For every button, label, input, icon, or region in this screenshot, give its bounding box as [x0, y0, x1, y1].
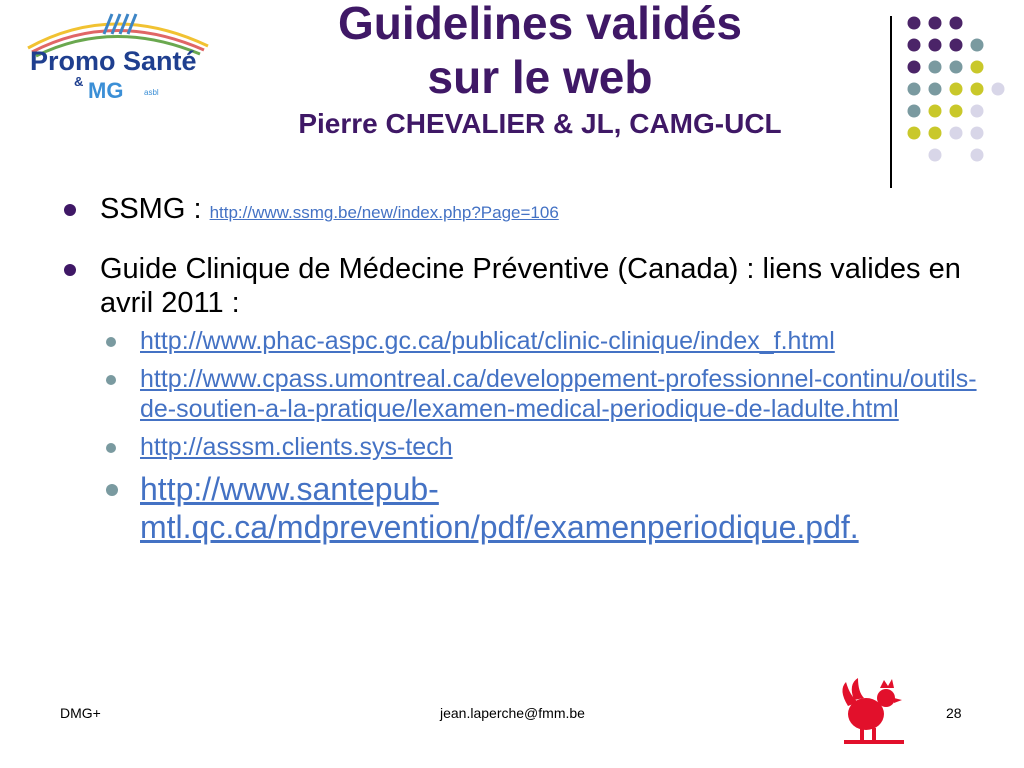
decorative-dot-grid	[0, 0, 1024, 200]
decorative-dot	[971, 39, 984, 52]
bullet-text: Guide Clinique de Médecine Préventive (Canada) : liens valides en avril 2011 :	[100, 253, 961, 319]
rooster-emblem-icon	[836, 676, 914, 748]
logo-line2: MG	[88, 78, 124, 103]
asssm-link[interactable]: http://asssm.clients.sys-tech	[140, 433, 453, 461]
decorative-dot	[908, 127, 921, 140]
decorative-dot	[950, 83, 963, 96]
logo-amp: &	[74, 74, 84, 89]
bullet-dot	[64, 204, 76, 216]
subbullet-dot	[106, 484, 118, 496]
bullet-guide-clinique	[60, 252, 980, 320]
decorative-dot	[950, 61, 963, 74]
decorative-dot	[929, 17, 942, 30]
phac-link[interactable]: http://www.phac-aspc.gc.ca/publicat/clinic-clinique/index_f.html	[140, 327, 835, 355]
decorative-dot	[908, 83, 921, 96]
decorative-dot	[992, 83, 1005, 96]
bullet-dot	[64, 264, 76, 276]
decorative-dot	[929, 39, 942, 52]
cpass-link[interactable]: http://www.cpass.umontreal.ca/developpement-professionnel-continu/outils-de-soutien-a-la-pratique/lexamen-medical-periodique-de-ladulte.html	[140, 365, 977, 423]
slide-content	[60, 192, 980, 554]
decorative-dot	[908, 61, 921, 74]
subbullet-dot	[106, 443, 116, 453]
bullet-label: SSMG :	[100, 193, 210, 225]
subbullet-cpass	[60, 364, 980, 424]
bullet-ssmg	[60, 192, 980, 230]
logo-asbl: asbl	[144, 88, 159, 97]
subbullet-santepub	[60, 470, 980, 546]
decorative-dot	[971, 105, 984, 118]
decorative-dot	[971, 149, 984, 162]
subbullet-dot	[106, 337, 116, 347]
santepub-link[interactable]: http://www.santepub-mtl.qc.ca/mdprevention/pdf/examenperiodique.pdf.	[140, 471, 859, 545]
decorative-dot	[950, 105, 963, 118]
subbullet-asssm	[60, 432, 980, 462]
footer-email: jean.laperche@fmm.be	[440, 705, 585, 721]
title-line2: sur le web	[427, 51, 653, 103]
footer-left: DMG+	[60, 705, 101, 721]
title-subtitle: Pierre CHEVALIER & JL, CAMG-UCL	[298, 108, 782, 139]
decorative-dot	[908, 39, 921, 52]
decorative-dot	[929, 127, 942, 140]
decorative-dot	[950, 127, 963, 140]
decorative-dot	[971, 61, 984, 74]
logo-line1: Promo Santé	[30, 46, 197, 76]
decorative-dot	[929, 149, 942, 162]
decorative-dot	[908, 105, 921, 118]
title-line1: Guidelines validés	[338, 0, 742, 49]
decorative-dot	[929, 61, 942, 74]
subbullet-dot	[106, 375, 116, 385]
decorative-dot	[929, 105, 942, 118]
page-number: 28	[946, 705, 962, 721]
decorative-dot	[950, 39, 963, 52]
decorative-dot	[971, 127, 984, 140]
subbullet-phac	[60, 326, 980, 356]
decorative-dot	[950, 17, 963, 30]
decorative-dot	[908, 17, 921, 30]
decorative-dot	[971, 83, 984, 96]
ssmg-link[interactable]: http://www.ssmg.be/new/index.php?Page=106	[209, 203, 559, 222]
decorative-dot	[929, 83, 942, 96]
